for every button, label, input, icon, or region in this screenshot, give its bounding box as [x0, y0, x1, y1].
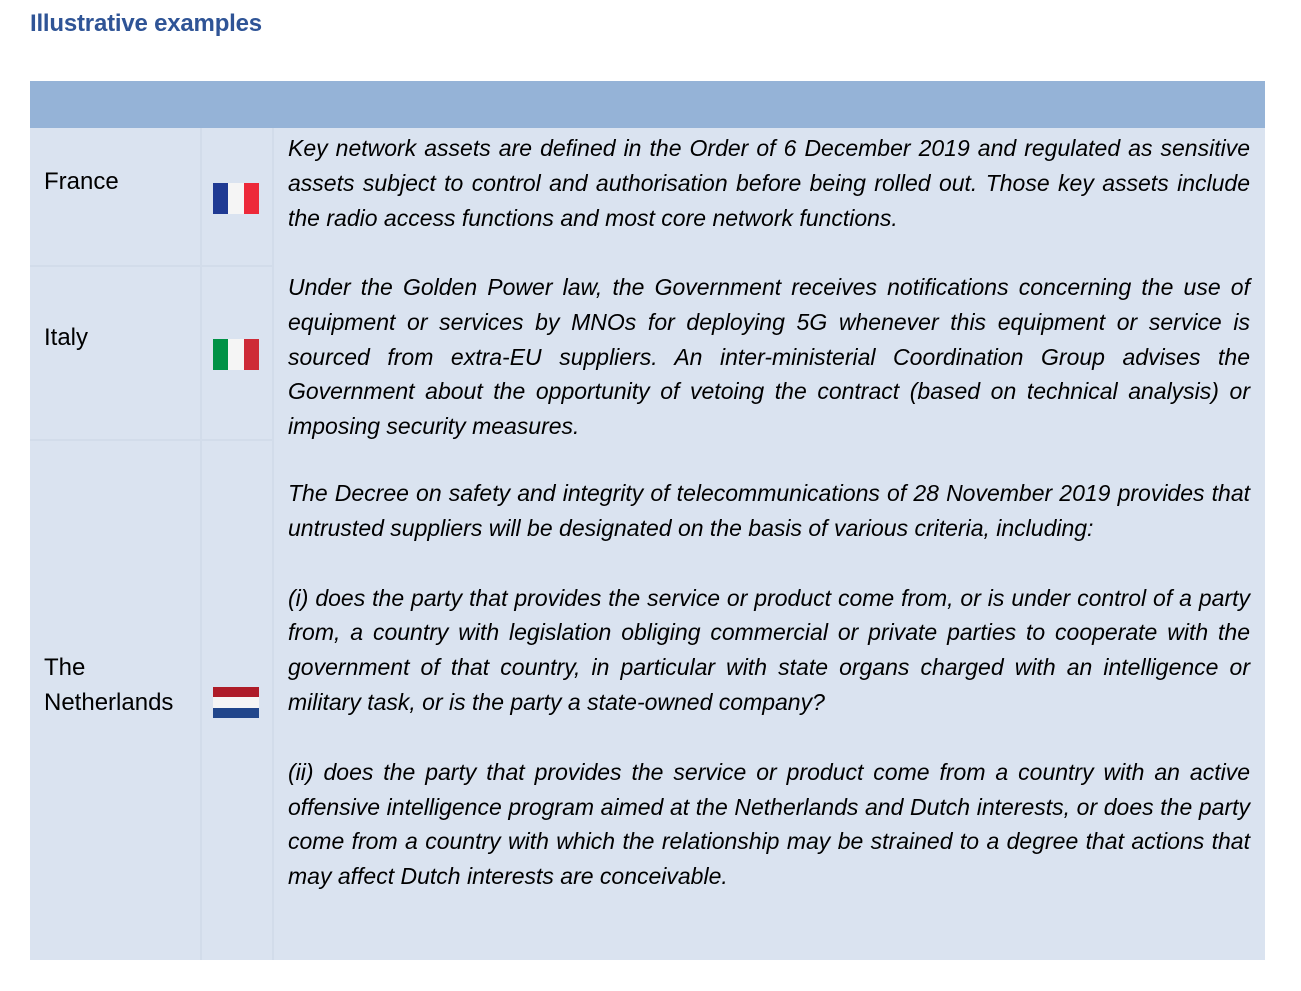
description-netherlands: [288, 476, 1250, 894]
paragraph: The Decree on safety and integrity of telecommunications of 28 November 2019 provides that untrusted suppliers will be designated on the basis of various criteria, including:: [288, 480, 1250, 541]
paragraph: Key network assets are defined in the Order of 6 December 2019 and regulated as sensitive assets subject to control and authorisation before being rolled out. Those key assets include the radio access functions and most core network functions.: [288, 135, 1250, 231]
france-flag-icon: [213, 183, 259, 214]
description-france: [288, 131, 1250, 235]
table-row-netherlands: [30, 441, 1265, 960]
paragraph: Under the Golden Power law, the Government receives notifications concerning the use of equipment or services by MNOs for deploying 5G whenever this equipment or service is sourced from extra-EU suppliers. An inter-ministerial Coordination Group advises the Government about the opportunity of vetoing the contract (based on technical analysis) or imposing security measures.: [288, 274, 1250, 440]
paragraph: (i) does the party that provides the service or product come from, or is under control of a party from, a country with legislation obliging commercial or private parties to cooperate with the government of that country, in particular with state organs charged with an intelligence or military task, or is the party a state-owned company?: [288, 584, 1250, 715]
table-row-italy: [30, 267, 1265, 440]
country-label-line: Netherlands: [44, 689, 174, 716]
table-header-bar: [30, 81, 1265, 128]
table-row-france: [30, 128, 1265, 266]
country-label-line: The: [44, 654, 86, 681]
country-label-italy: Italy: [44, 324, 89, 351]
paragraph: (ii) does the party that provides the service or product come from a country with an active offensive intelligence program aimed at the Netherlands and Dutch interests, or does the party come from a country with which the relationship may be strained to a degree that actions that may affect Dutch interests are conceivable.: [288, 758, 1250, 890]
netherlands-flag-icon: [213, 687, 259, 718]
italy-flag-icon: [213, 339, 259, 370]
country-label-netherlands: [44, 650, 173, 720]
description-italy: [288, 270, 1250, 444]
section-heading: Illustrative examples: [30, 10, 262, 37]
examples-table: [30, 81, 1265, 960]
country-label-france: France: [44, 168, 119, 195]
